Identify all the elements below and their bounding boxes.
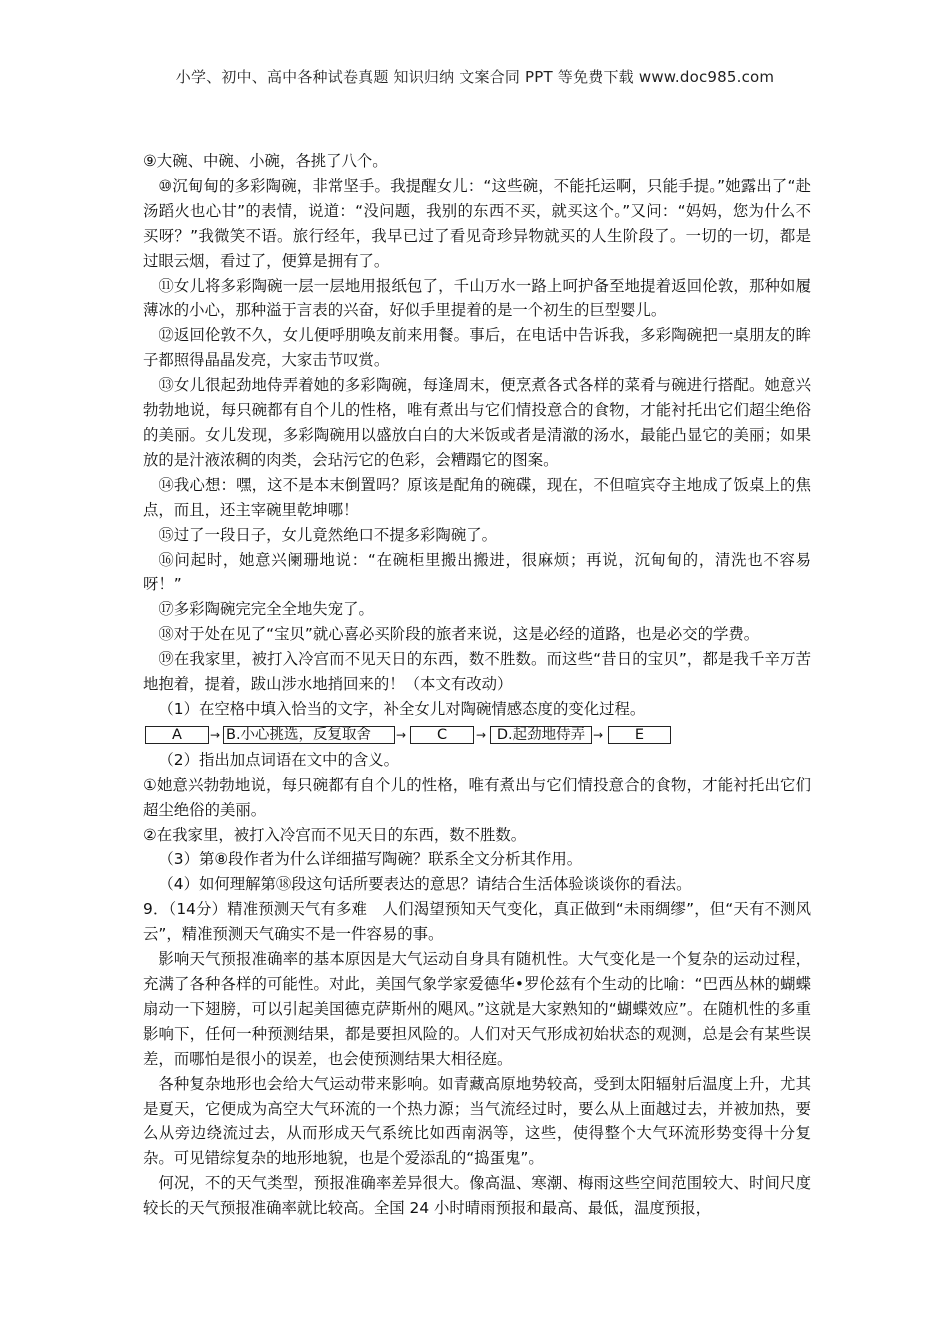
- flow-box-e: E: [608, 726, 671, 744]
- question-2-item-2: ②在我家里，被打入冷宫而不见天日的东西，数不胜数。: [143, 825, 527, 844]
- emotion-flow-chart: [143, 722, 811, 748]
- question-2-item-1: ①她意兴勃勃地说，每只碗都有自个儿的性格，唯有煮出与它们情投意合的食物，才能衬托出它们超尘绝俗的美丽。: [143, 775, 811, 819]
- paragraph-16: ⑯问起时，她意兴阑珊地说：“在碗柜里搬出搬进，很麻烦；再说，沉甸甸的，清洗也不容易呀！”: [143, 550, 811, 594]
- flow-arrow-3: →: [476, 727, 487, 742]
- flow-box-b: B.小心挑选，反复取舍: [223, 726, 395, 744]
- paragraph-14: ⑭我心想：嘿，这不是本末倒置吗？原该是配角的碗碟，现在，不但喧宾夺主地成了饭桌上的焦点，而且，还主宰碗里乾坤哪！: [143, 475, 811, 519]
- flow-arrow-1: →: [210, 727, 221, 742]
- paragraph-15: ⑮过了一段日子，女儿竟然绝口不提多彩陶碗了。: [158, 525, 497, 544]
- paragraph-11: ⑪女儿将多彩陶碗一层一层地用报纸包了，千山万水一路上呵护备至地提着返回伦敦，那种如履薄冰的小心，那种溢于言表的兴奋，好似手里提着的是一个初生的巨型婴儿。: [143, 276, 811, 320]
- flow-box-d: D.起劲地侍弄: [490, 726, 592, 744]
- page-header: 小学、初中、高中各种试卷真题 知识归纳 文案合同 PPT 等免费下载 www.doc985.com: [175, 68, 775, 86]
- document-body: [143, 149, 811, 1221]
- paragraph-17: ⑰多彩陶碗完完全全地失宠了。: [158, 600, 374, 619]
- question-2: （2）指出加点词语在文中的含义。: [158, 750, 400, 769]
- flow-arrow-4: →: [593, 727, 604, 742]
- question-1: （1）在空格中填入恰当的文字，补全女儿对陶碗情感态度的变化过程。: [158, 699, 646, 718]
- flow-arrow-2: →: [396, 727, 407, 742]
- question-9-title: 9．（14分）精准预测天气有多难 人们渴望预知天气变化，真正做到“未雨绸缪”，但“天有不测风云”，精准预测天气确实不是一件容易的事。: [143, 900, 811, 944]
- paragraph-18: ⑱对于处在见了“宝贝”就心喜必买阶段的旅者来说，这是必经的道路，也是必交的学费。: [158, 625, 760, 644]
- paragraph-10: ⑩沉甸甸的多彩陶碗，非常坚手。我提醒女儿：“这些碗，不能托运啊，只能手提。”她露出了“赴汤蹈火也心甘”的表情，说道：“没问题，我别的东西不买，就买这个。”又问：“妈妈，您为什么不买呀？”我微笑不语。旅行经年，我早已过了看见奇珍异物就买的人生阶段了。一切的一切，都是过眼云烟，看过了，便算是拥有了。: [143, 176, 811, 270]
- article-paragraph-2: 各种复杂地形也会给大气运动带来影响。如青藏高原地势较高，受到太阳辐射后温度上升，尤其是夏天，它便成为高空大气环流的一个热力源；当气流经过时，要么从上面越过去，并被加热，要么从旁边绕流过去，从而形成天气系统比如西南涡等，这些，使得整个大气环流形势变得十分复杂。可见错综复杂的地形地貌，也是个爱添乱的“捣蛋鬼”。: [143, 1074, 811, 1168]
- paragraph-12: ⑫返回伦敦不久，女儿便呼朋唤友前来用餐。事后，在电话中告诉我，多彩陶碗把一桌朋友的眸子都照得晶晶发亮，大家击节叹赏。: [143, 326, 811, 370]
- article-paragraph-1: 影响天气预报准确率的基本原因是大气运动自身具有随机性。大气变化是一个复杂的运动过程，充满了各种各样的可能性。对此，美国气象学家爱德华•罗伦兹有个生动的比喻：“巴西丛林的蝴蝶扇动一下翅膀，可以引起美国德克萨斯州的飓风。”这就是大家熟知的“蝴蝶效应”。在随机性的多重影响下，任何一种预测结果，都是要担风险的。人们对天气形成初始状态的观测，总是会有某些误差，而哪怕是很小的误差，也会使预测结果大相径庭。: [143, 950, 811, 1068]
- flow-box-c: C: [410, 726, 474, 744]
- paragraph-9: ⑨大碗、中碗、小碗，各挑了八个。: [143, 152, 388, 170]
- question-3: （3）第⑧段作者为什么详细描写陶碗？联系全文分析其作用。: [158, 850, 583, 869]
- paragraph-19: ⑲在我家里，被打入冷宫而不见天日的东西，数不胜数。而这些“昔日的宝贝”，都是我千辛万苦地抱着，提着，跋山涉水地捎回来的！（本文有改动）: [143, 650, 811, 694]
- flow-box-a: A: [145, 726, 209, 744]
- question-4: （4）如何理解第⑱段这句话所要表达的意思？请结合生活体验谈谈你的看法。: [158, 875, 692, 894]
- paragraph-13: ⑬女儿很起劲地侍弄着她的多彩陶碗，每逢周末，便烹煮各式各样的菜肴与碗进行搭配。她意兴勃勃地说，每只碗都有自个儿的性格，唯有煮出与它们情投意合的食物，才能衬托出它们超尘绝俗的美丽。女儿发现，多彩陶碗用以盛放白白的大米饭或者是清澈的汤水，最能凸显它的美丽；如果放的是汁液浓稠的肉类，会玷污它的色彩，会糟蹋它的图案。: [143, 376, 811, 469]
- article-paragraph-3: 何况，不的天气类型，预报准确率差异很大。像高温、寒潮、梅雨这些空间范围较大、时间尺度较长的天气预报准确率就比较高。全国 24 小时晴雨预报和最高、最低，温度预报，: [143, 1174, 811, 1218]
